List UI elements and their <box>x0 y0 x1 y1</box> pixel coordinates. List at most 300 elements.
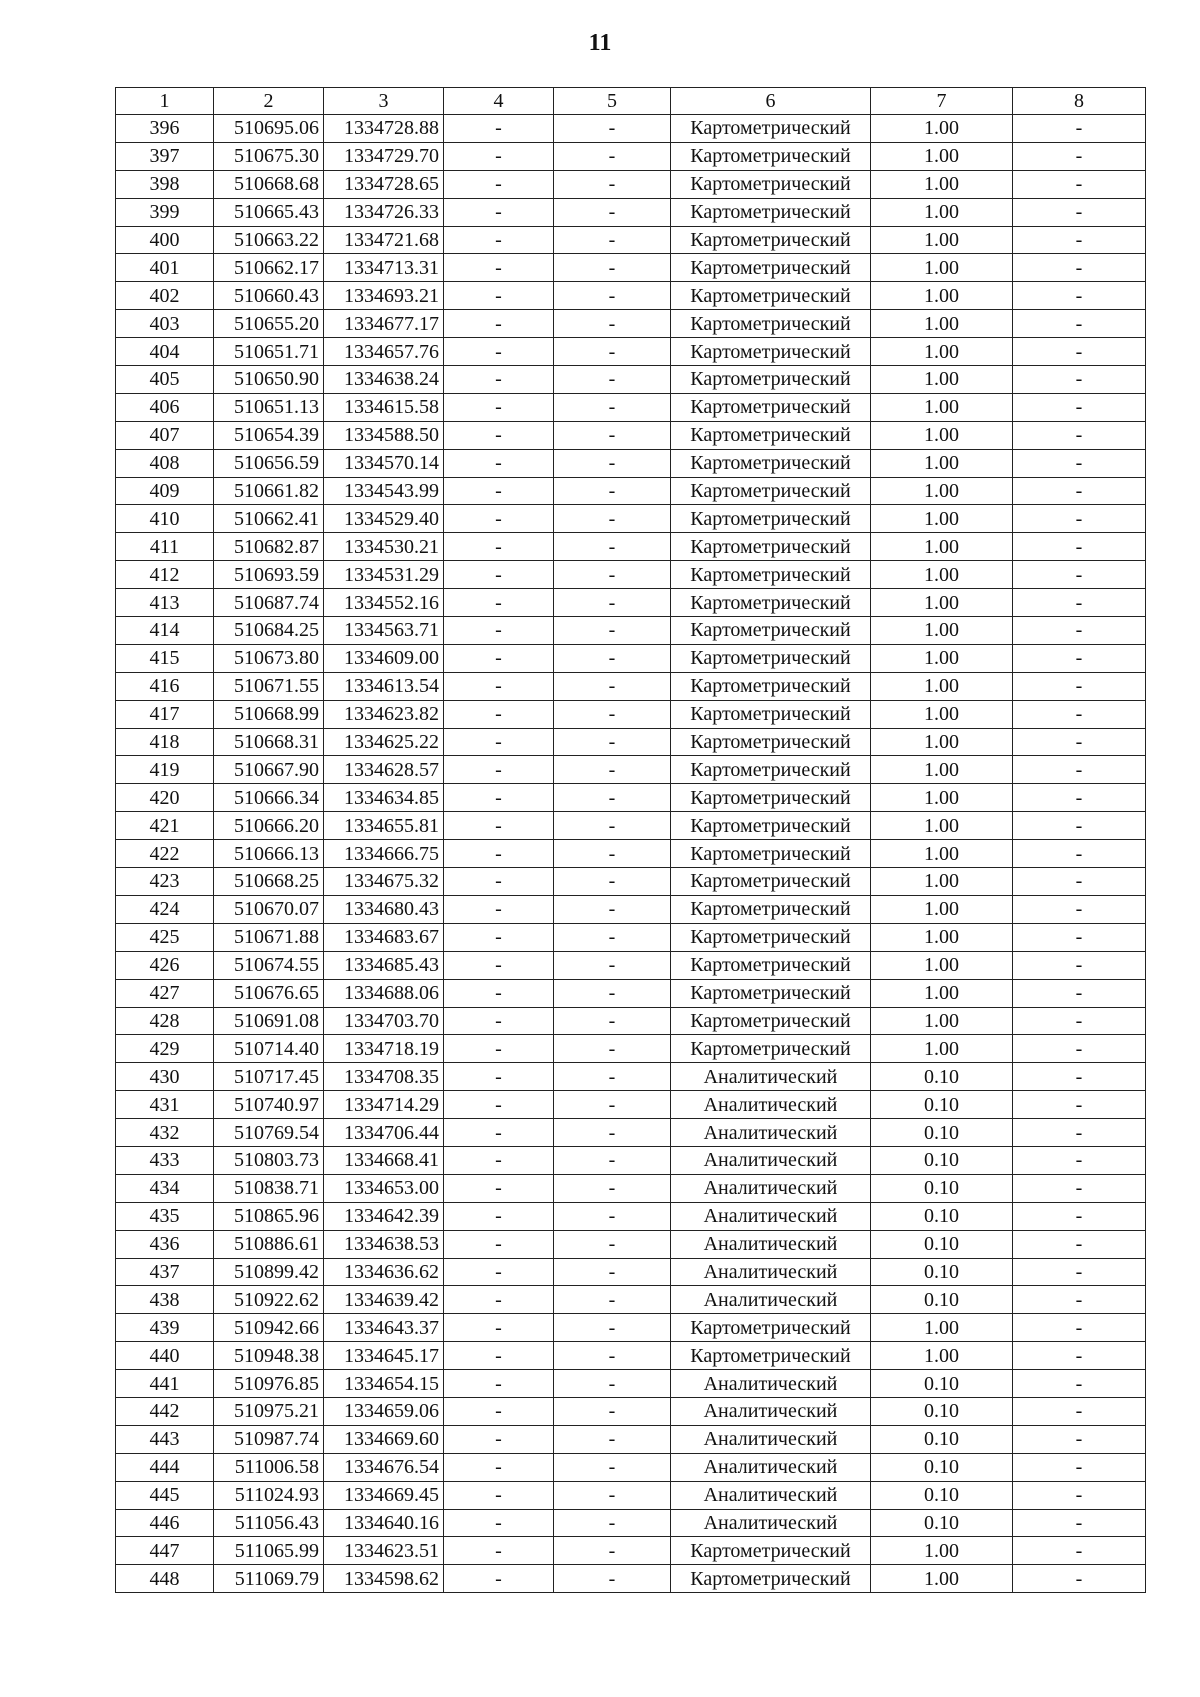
table-row <box>116 979 1146 1007</box>
col4-cell: - <box>444 1174 554 1202</box>
accuracy-cell: 0.10 <box>871 1286 1013 1314</box>
point-number-cell: 427 <box>116 979 214 1007</box>
col5-cell: - <box>554 449 671 477</box>
table-row <box>116 1370 1146 1398</box>
table-row <box>116 700 1146 728</box>
y-coordinate-cell: 1334598.62 <box>324 1565 444 1593</box>
table-row <box>116 812 1146 840</box>
col5-cell: - <box>554 1565 671 1593</box>
y-coordinate-cell: 1334628.57 <box>324 756 444 784</box>
point-number-cell: 423 <box>116 868 214 896</box>
y-coordinate-cell: 1334703.70 <box>324 1007 444 1035</box>
table-row <box>116 895 1146 923</box>
y-coordinate-cell: 1334623.82 <box>324 700 444 728</box>
y-coordinate-cell: 1334714.29 <box>324 1091 444 1119</box>
point-number-cell: 439 <box>116 1314 214 1342</box>
col5-cell: - <box>554 644 671 672</box>
col5-cell: - <box>554 282 671 310</box>
point-number-cell: 406 <box>116 393 214 421</box>
accuracy-cell: 0.10 <box>871 1174 1013 1202</box>
col4-cell: - <box>444 226 554 254</box>
method-cell: Картометрический <box>671 561 871 589</box>
y-coordinate-cell: 1334640.16 <box>324 1509 444 1537</box>
accuracy-cell: 1.00 <box>871 533 1013 561</box>
y-coordinate-cell: 1334668.41 <box>324 1146 444 1174</box>
method-cell: Картометрический <box>671 226 871 254</box>
accuracy-cell: 1.00 <box>871 449 1013 477</box>
col4-cell: - <box>444 1397 554 1425</box>
accuracy-cell: 1.00 <box>871 254 1013 282</box>
col4-cell: - <box>444 282 554 310</box>
col5-cell: - <box>554 198 671 226</box>
accuracy-cell: 1.00 <box>871 1035 1013 1063</box>
col8-cell: - <box>1013 142 1146 170</box>
method-cell: Картометрический <box>671 421 871 449</box>
col4-cell: - <box>444 1035 554 1063</box>
table-row <box>116 1397 1146 1425</box>
col5-cell: - <box>554 672 671 700</box>
col5-cell: - <box>554 1425 671 1453</box>
accuracy-cell: 0.10 <box>871 1509 1013 1537</box>
table-row <box>116 617 1146 645</box>
point-number-cell: 404 <box>116 338 214 366</box>
col5-cell: - <box>554 115 671 143</box>
table-row <box>116 1035 1146 1063</box>
x-coordinate-cell: 511056.43 <box>214 1509 324 1537</box>
col4-cell: - <box>444 1314 554 1342</box>
accuracy-cell: 1.00 <box>871 142 1013 170</box>
col5-cell: - <box>554 868 671 896</box>
col5-cell: - <box>554 1314 671 1342</box>
point-number-cell: 446 <box>116 1509 214 1537</box>
col8-cell: - <box>1013 1007 1146 1035</box>
method-cell: Картометрический <box>671 728 871 756</box>
col8-cell: - <box>1013 1342 1146 1370</box>
accuracy-cell: 0.10 <box>871 1258 1013 1286</box>
column-header: 3 <box>324 88 444 115</box>
point-number-cell: 407 <box>116 421 214 449</box>
x-coordinate-cell: 510662.17 <box>214 254 324 282</box>
point-number-cell: 398 <box>116 170 214 198</box>
y-coordinate-cell: 1334531.29 <box>324 561 444 589</box>
col4-cell: - <box>444 644 554 672</box>
accuracy-cell: 1.00 <box>871 477 1013 505</box>
col8-cell: - <box>1013 254 1146 282</box>
point-number-cell: 437 <box>116 1258 214 1286</box>
y-coordinate-cell: 1334642.39 <box>324 1202 444 1230</box>
col5-cell: - <box>554 142 671 170</box>
method-cell: Картометрический <box>671 338 871 366</box>
col5-cell: - <box>554 589 671 617</box>
col8-cell: - <box>1013 728 1146 756</box>
method-cell: Аналитический <box>671 1174 871 1202</box>
method-cell: Аналитический <box>671 1425 871 1453</box>
x-coordinate-cell: 510717.45 <box>214 1063 324 1091</box>
method-cell: Картометрический <box>671 700 871 728</box>
x-coordinate-cell: 510676.65 <box>214 979 324 1007</box>
col4-cell: - <box>444 1370 554 1398</box>
method-cell: Картометрический <box>671 951 871 979</box>
accuracy-cell: 1.00 <box>871 644 1013 672</box>
table-row <box>116 672 1146 700</box>
col8-cell: - <box>1013 756 1146 784</box>
col5-cell: - <box>554 1397 671 1425</box>
col8-cell: - <box>1013 1146 1146 1174</box>
accuracy-cell: 0.10 <box>871 1397 1013 1425</box>
x-coordinate-cell: 510670.07 <box>214 895 324 923</box>
col4-cell: - <box>444 1119 554 1147</box>
col4-cell: - <box>444 979 554 1007</box>
col4-cell: - <box>444 923 554 951</box>
col8-cell: - <box>1013 1453 1146 1481</box>
col5-cell: - <box>554 756 671 784</box>
method-cell: Аналитический <box>671 1230 871 1258</box>
table-row <box>116 198 1146 226</box>
col4-cell: - <box>444 589 554 617</box>
method-cell: Картометрический <box>671 449 871 477</box>
point-number-cell: 442 <box>116 1397 214 1425</box>
col8-cell: - <box>1013 644 1146 672</box>
x-coordinate-cell: 510662.41 <box>214 505 324 533</box>
table-row <box>116 561 1146 589</box>
table-row <box>116 756 1146 784</box>
y-coordinate-cell: 1334654.15 <box>324 1370 444 1398</box>
col4-cell: - <box>444 477 554 505</box>
col8-cell: - <box>1013 421 1146 449</box>
col8-cell: - <box>1013 1258 1146 1286</box>
method-cell: Картометрический <box>671 533 871 561</box>
accuracy-cell: 0.10 <box>871 1119 1013 1147</box>
y-coordinate-cell: 1334638.24 <box>324 366 444 394</box>
col5-cell: - <box>554 617 671 645</box>
col4-cell: - <box>444 338 554 366</box>
point-number-cell: 433 <box>116 1146 214 1174</box>
y-coordinate-cell: 1334688.06 <box>324 979 444 1007</box>
method-cell: Картометрический <box>671 1537 871 1565</box>
x-coordinate-cell: 510838.71 <box>214 1174 324 1202</box>
method-cell: Картометрический <box>671 393 871 421</box>
col5-cell: - <box>554 1342 671 1370</box>
accuracy-cell: 0.10 <box>871 1146 1013 1174</box>
col5-cell: - <box>554 1035 671 1063</box>
x-coordinate-cell: 510684.25 <box>214 617 324 645</box>
point-number-cell: 443 <box>116 1425 214 1453</box>
table-row <box>116 923 1146 951</box>
col8-cell: - <box>1013 449 1146 477</box>
point-number-cell: 412 <box>116 561 214 589</box>
x-coordinate-cell: 510673.80 <box>214 644 324 672</box>
method-cell: Картометрический <box>671 254 871 282</box>
table-row <box>116 1453 1146 1481</box>
accuracy-cell: 1.00 <box>871 338 1013 366</box>
accuracy-cell: 1.00 <box>871 868 1013 896</box>
col4-cell: - <box>444 812 554 840</box>
x-coordinate-cell: 510695.06 <box>214 115 324 143</box>
table-row <box>116 226 1146 254</box>
accuracy-cell: 0.10 <box>871 1091 1013 1119</box>
method-cell: Картометрический <box>671 282 871 310</box>
table-row <box>116 1091 1146 1119</box>
col5-cell: - <box>554 812 671 840</box>
col8-cell: - <box>1013 1314 1146 1342</box>
col4-cell: - <box>444 310 554 338</box>
method-cell: Картометрический <box>671 366 871 394</box>
col4-cell: - <box>444 505 554 533</box>
x-coordinate-cell: 510668.68 <box>214 170 324 198</box>
accuracy-cell: 1.00 <box>871 170 1013 198</box>
method-cell: Картометрический <box>671 1035 871 1063</box>
col8-cell: - <box>1013 477 1146 505</box>
x-coordinate-cell: 510651.71 <box>214 338 324 366</box>
method-cell: Картометрический <box>671 868 871 896</box>
column-header: 6 <box>671 88 871 115</box>
method-cell: Картометрический <box>671 812 871 840</box>
col8-cell: - <box>1013 1202 1146 1230</box>
point-number-cell: 416 <box>116 672 214 700</box>
table-row <box>116 1342 1146 1370</box>
col4-cell: - <box>444 533 554 561</box>
x-coordinate-cell: 510886.61 <box>214 1230 324 1258</box>
y-coordinate-cell: 1334563.71 <box>324 617 444 645</box>
table-row <box>116 589 1146 617</box>
table-row <box>116 1258 1146 1286</box>
point-number-cell: 414 <box>116 617 214 645</box>
point-number-cell: 435 <box>116 1202 214 1230</box>
col8-cell: - <box>1013 895 1146 923</box>
x-coordinate-cell: 510865.96 <box>214 1202 324 1230</box>
table-row <box>116 533 1146 561</box>
x-coordinate-cell: 510661.82 <box>214 477 324 505</box>
accuracy-cell: 0.10 <box>871 1063 1013 1091</box>
table-row <box>116 505 1146 533</box>
table-row <box>116 1119 1146 1147</box>
accuracy-cell: 1.00 <box>871 198 1013 226</box>
method-cell: Аналитический <box>671 1063 871 1091</box>
col4-cell: - <box>444 840 554 868</box>
y-coordinate-cell: 1334713.31 <box>324 254 444 282</box>
point-number-cell: 429 <box>116 1035 214 1063</box>
x-coordinate-cell: 510650.90 <box>214 366 324 394</box>
point-number-cell: 418 <box>116 728 214 756</box>
col8-cell: - <box>1013 1509 1146 1537</box>
accuracy-cell: 1.00 <box>871 923 1013 951</box>
table-row <box>116 868 1146 896</box>
point-number-cell: 401 <box>116 254 214 282</box>
accuracy-cell: 1.00 <box>871 115 1013 143</box>
accuracy-cell: 1.00 <box>871 366 1013 394</box>
column-header: 8 <box>1013 88 1146 115</box>
accuracy-cell: 0.10 <box>871 1481 1013 1509</box>
table-row <box>116 1146 1146 1174</box>
method-cell: Картометрический <box>671 505 871 533</box>
point-number-cell: 425 <box>116 923 214 951</box>
col5-cell: - <box>554 226 671 254</box>
x-coordinate-cell: 510987.74 <box>214 1425 324 1453</box>
coordinates-table <box>115 87 1146 1593</box>
method-cell: Аналитический <box>671 1397 871 1425</box>
x-coordinate-cell: 510668.25 <box>214 868 324 896</box>
col8-cell: - <box>1013 338 1146 366</box>
table-row <box>116 393 1146 421</box>
col5-cell: - <box>554 923 671 951</box>
y-coordinate-cell: 1334570.14 <box>324 449 444 477</box>
y-coordinate-cell: 1334669.60 <box>324 1425 444 1453</box>
col4-cell: - <box>444 1286 554 1314</box>
col5-cell: - <box>554 1453 671 1481</box>
table-row <box>116 1481 1146 1509</box>
y-coordinate-cell: 1334636.62 <box>324 1258 444 1286</box>
point-number-cell: 420 <box>116 784 214 812</box>
method-cell: Картометрический <box>671 923 871 951</box>
col5-cell: - <box>554 951 671 979</box>
point-number-cell: 403 <box>116 310 214 338</box>
x-coordinate-cell: 510655.20 <box>214 310 324 338</box>
col8-cell: - <box>1013 1286 1146 1314</box>
point-number-cell: 397 <box>116 142 214 170</box>
accuracy-cell: 1.00 <box>871 589 1013 617</box>
col5-cell: - <box>554 728 671 756</box>
accuracy-cell: 0.10 <box>871 1230 1013 1258</box>
point-number-cell: 441 <box>116 1370 214 1398</box>
point-number-cell: 405 <box>116 366 214 394</box>
accuracy-cell: 0.10 <box>871 1370 1013 1398</box>
col8-cell: - <box>1013 617 1146 645</box>
col5-cell: - <box>554 1174 671 1202</box>
col8-cell: - <box>1013 1035 1146 1063</box>
col8-cell: - <box>1013 1481 1146 1509</box>
col4-cell: - <box>444 142 554 170</box>
method-cell: Аналитический <box>671 1202 871 1230</box>
accuracy-cell: 0.10 <box>871 1453 1013 1481</box>
method-cell: Картометрический <box>671 617 871 645</box>
point-number-cell: 447 <box>116 1537 214 1565</box>
point-number-cell: 430 <box>116 1063 214 1091</box>
table-body <box>116 115 1146 1593</box>
col5-cell: - <box>554 700 671 728</box>
y-coordinate-cell: 1334683.67 <box>324 923 444 951</box>
col5-cell: - <box>554 1258 671 1286</box>
table-row <box>116 1286 1146 1314</box>
col5-cell: - <box>554 1286 671 1314</box>
x-coordinate-cell: 510665.43 <box>214 198 324 226</box>
col8-cell: - <box>1013 979 1146 1007</box>
col4-cell: - <box>444 1565 554 1593</box>
y-coordinate-cell: 1334623.51 <box>324 1537 444 1565</box>
col8-cell: - <box>1013 1537 1146 1565</box>
accuracy-cell: 1.00 <box>871 617 1013 645</box>
table-row <box>116 728 1146 756</box>
col8-cell: - <box>1013 393 1146 421</box>
y-coordinate-cell: 1334543.99 <box>324 477 444 505</box>
col8-cell: - <box>1013 784 1146 812</box>
point-number-cell: 421 <box>116 812 214 840</box>
accuracy-cell: 1.00 <box>871 840 1013 868</box>
point-number-cell: 413 <box>116 589 214 617</box>
table-row <box>116 1230 1146 1258</box>
col8-cell: - <box>1013 366 1146 394</box>
table-row <box>116 282 1146 310</box>
table-row <box>116 1063 1146 1091</box>
y-coordinate-cell: 1334615.58 <box>324 393 444 421</box>
method-cell: Картометрический <box>671 1342 871 1370</box>
table-row <box>116 1425 1146 1453</box>
point-number-cell: 431 <box>116 1091 214 1119</box>
col8-cell: - <box>1013 1565 1146 1593</box>
x-coordinate-cell: 510654.39 <box>214 421 324 449</box>
col5-cell: - <box>554 254 671 282</box>
accuracy-cell: 1.00 <box>871 1537 1013 1565</box>
method-cell: Картометрический <box>671 895 871 923</box>
table-header <box>116 88 1146 115</box>
col4-cell: - <box>444 1258 554 1286</box>
method-cell: Аналитический <box>671 1119 871 1147</box>
x-coordinate-cell: 510666.13 <box>214 840 324 868</box>
method-cell: Аналитический <box>671 1258 871 1286</box>
x-coordinate-cell: 510682.87 <box>214 533 324 561</box>
method-cell: Картометрический <box>671 644 871 672</box>
table-row <box>116 449 1146 477</box>
point-number-cell: 428 <box>116 1007 214 1035</box>
y-coordinate-cell: 1334625.22 <box>324 728 444 756</box>
y-coordinate-cell: 1334634.85 <box>324 784 444 812</box>
col8-cell: - <box>1013 170 1146 198</box>
table-row <box>116 142 1146 170</box>
col5-cell: - <box>554 784 671 812</box>
y-coordinate-cell: 1334552.16 <box>324 589 444 617</box>
col8-cell: - <box>1013 1425 1146 1453</box>
y-coordinate-cell: 1334638.53 <box>324 1230 444 1258</box>
col5-cell: - <box>554 561 671 589</box>
col5-cell: - <box>554 1481 671 1509</box>
col5-cell: - <box>554 1537 671 1565</box>
col4-cell: - <box>444 254 554 282</box>
y-coordinate-cell: 1334706.44 <box>324 1119 444 1147</box>
column-header: 4 <box>444 88 554 115</box>
x-coordinate-cell: 510976.85 <box>214 1370 324 1398</box>
col8-cell: - <box>1013 868 1146 896</box>
y-coordinate-cell: 1334726.33 <box>324 198 444 226</box>
y-coordinate-cell: 1334685.43 <box>324 951 444 979</box>
accuracy-cell: 1.00 <box>871 226 1013 254</box>
point-number-cell: 432 <box>116 1119 214 1147</box>
method-cell: Картометрический <box>671 170 871 198</box>
point-number-cell: 424 <box>116 895 214 923</box>
point-number-cell: 445 <box>116 1481 214 1509</box>
y-coordinate-cell: 1334728.65 <box>324 170 444 198</box>
x-coordinate-cell: 510691.08 <box>214 1007 324 1035</box>
x-coordinate-cell: 510675.30 <box>214 142 324 170</box>
col5-cell: - <box>554 895 671 923</box>
y-coordinate-cell: 1334693.21 <box>324 282 444 310</box>
accuracy-cell: 1.00 <box>871 421 1013 449</box>
table-row <box>116 1314 1146 1342</box>
col5-cell: - <box>554 533 671 561</box>
col4-cell: - <box>444 1063 554 1091</box>
method-cell: Аналитический <box>671 1481 871 1509</box>
col8-cell: - <box>1013 951 1146 979</box>
col4-cell: - <box>444 1537 554 1565</box>
col8-cell: - <box>1013 1370 1146 1398</box>
table-row <box>116 1174 1146 1202</box>
method-cell: Картометрический <box>671 1007 871 1035</box>
y-coordinate-cell: 1334666.75 <box>324 840 444 868</box>
col5-cell: - <box>554 393 671 421</box>
method-cell: Картометрический <box>671 310 871 338</box>
x-coordinate-cell: 510674.55 <box>214 951 324 979</box>
method-cell: Аналитический <box>671 1453 871 1481</box>
col8-cell: - <box>1013 533 1146 561</box>
col4-cell: - <box>444 784 554 812</box>
